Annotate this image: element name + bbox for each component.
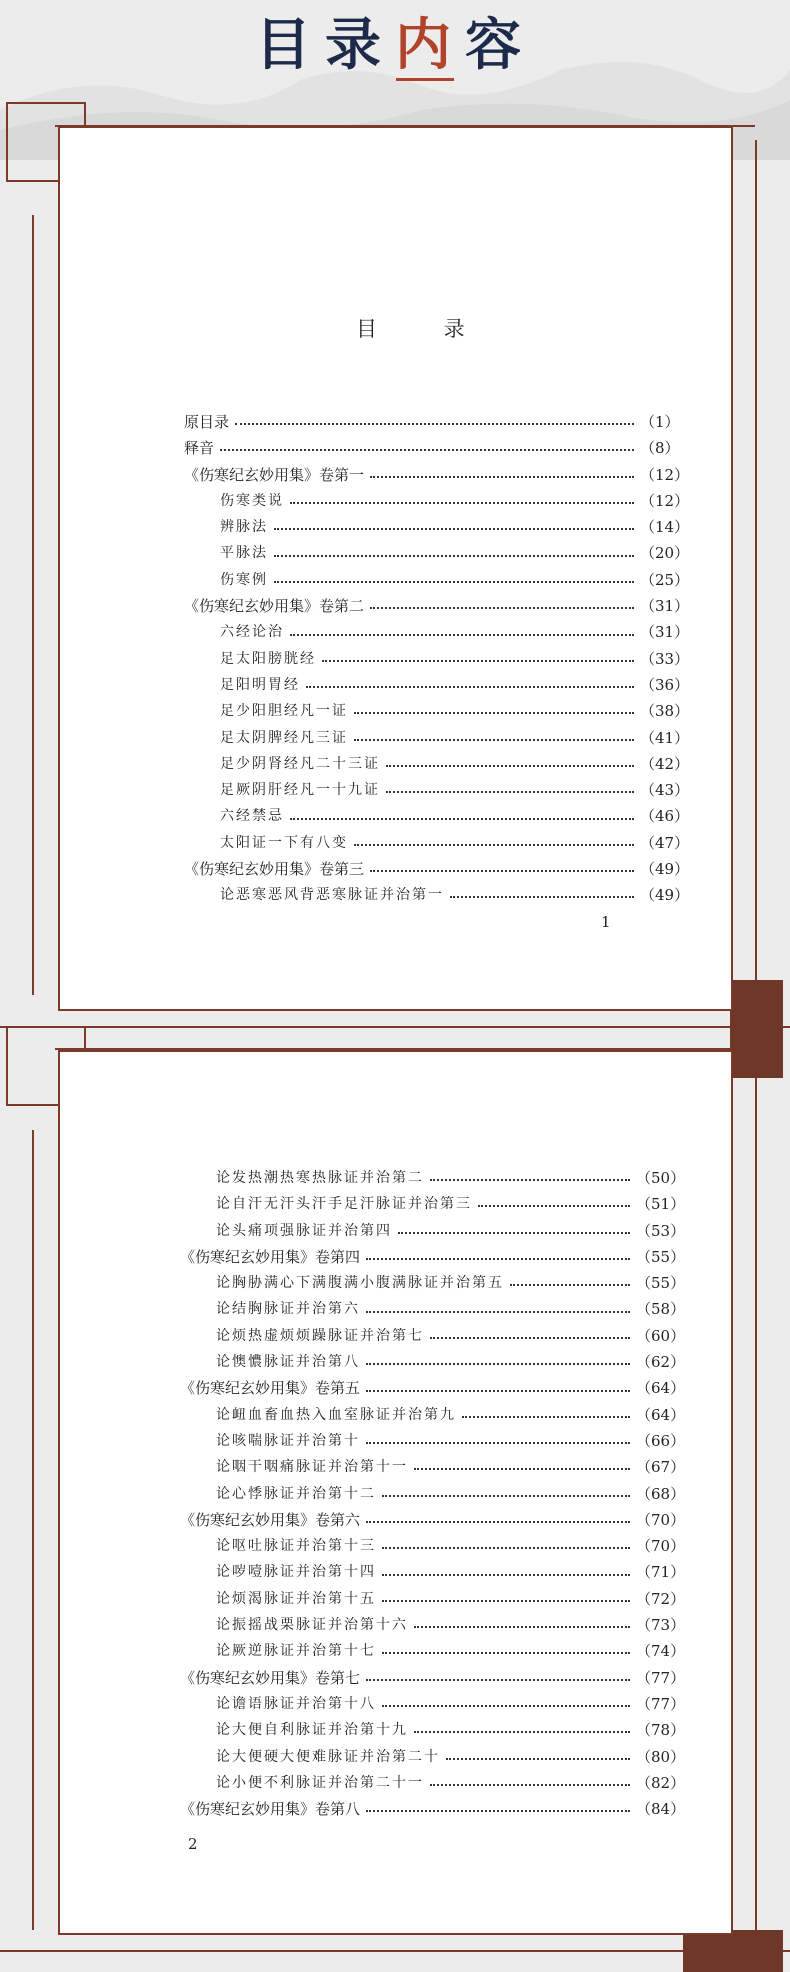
toc-entry-page: （14）: [640, 518, 690, 537]
toc-entry-label: 论大便硬大便难脉证并治第二十: [216, 1748, 440, 1765]
toc-entry-page: （73）: [636, 1616, 686, 1635]
leader-dots: [430, 1337, 630, 1339]
page-number: 1: [601, 913, 611, 931]
toc-entry-page: （42）: [640, 754, 690, 773]
header-char-4: 容: [465, 12, 535, 78]
leader-dots: [414, 1626, 630, 1628]
toc-entry-label: 论心悸脉证并治第十二: [216, 1485, 376, 1502]
toc-entry-page: （80）: [636, 1747, 686, 1766]
leader-dots: [220, 449, 634, 451]
toc-entry-page: （53）: [636, 1221, 686, 1240]
toc-entry-label: 论发热潮热寒热脉证并治第二: [216, 1170, 424, 1186]
toc-entry-page: （70）: [636, 1537, 686, 1556]
leader-dots: [366, 1442, 630, 1444]
toc-entry: [184, 698, 690, 724]
toc-entry: [180, 1770, 686, 1796]
toc-entry-page: （46）: [640, 807, 690, 826]
header-title: [0, 0, 790, 100]
toc-entry: [184, 514, 690, 540]
leader-dots: [398, 1232, 630, 1234]
toc-entry-page: （49）: [640, 886, 690, 905]
toc-entry-page: （49）: [640, 860, 690, 879]
toc-entry-page: （51）: [636, 1195, 686, 1214]
toc-entry-label: 辨脉法: [220, 519, 268, 536]
leader-dots: [430, 1179, 630, 1181]
leader-dots: [235, 423, 634, 425]
toc-entry: [184, 725, 690, 751]
header-char-3: 内: [395, 12, 465, 78]
toc-entry-page: （50）: [636, 1169, 686, 1187]
toc-entry-label: 足少阴肾经凡二十三证: [220, 755, 380, 772]
leader-dots: [366, 1521, 630, 1523]
toc-entry: [184, 567, 690, 593]
leader-dots: [386, 791, 634, 793]
toc-entry-label: 论头痛项强脉证并治第四: [216, 1222, 392, 1239]
toc-entry-page: （31）: [640, 597, 690, 616]
toc-entry: [184, 619, 690, 645]
toc-entry: [180, 1796, 686, 1822]
leader-dots: [430, 1784, 630, 1786]
toc-entry-page: （38）: [640, 702, 690, 721]
toc-entry-label: 足厥阴肝经凡一十九证: [220, 782, 380, 799]
toc-entry-label: 论烦热虚烦烦躁脉证并治第七: [216, 1327, 424, 1344]
toc-entry-page: （58）: [636, 1300, 686, 1319]
toc-entry-page: （67）: [636, 1458, 686, 1477]
leader-dots: [382, 1600, 630, 1602]
toc-entry: [184, 593, 690, 619]
toc-entry: [180, 1349, 686, 1375]
leader-dots: [370, 607, 634, 609]
toc-entry-page: （74）: [636, 1642, 686, 1661]
toc-entry-page: （64）: [636, 1379, 686, 1398]
toc-entry: [184, 462, 690, 488]
toc-entry: [180, 1218, 686, 1244]
toc-entry: [180, 1533, 686, 1559]
toc-entry-page: （33）: [640, 649, 690, 668]
page-number: 2: [188, 1835, 198, 1853]
toc-entry-label: 《伤寒纪玄妙用集》卷第六: [180, 1510, 361, 1529]
toc-entry-label: 论厥逆脉证并治第十七: [216, 1643, 376, 1660]
toc-entry-label: 原目录: [184, 413, 230, 431]
toc-entry-label: 《伤寒纪玄妙用集》卷第五: [180, 1379, 361, 1398]
toc-entry-label: 足阳明胃经: [220, 676, 300, 693]
toc-entry: [180, 1270, 686, 1296]
toc-entry-page: （82）: [636, 1773, 686, 1792]
toc-entry-page: （36）: [640, 675, 690, 694]
toc-page-1: [58, 126, 733, 1011]
leader-dots: [382, 1652, 630, 1654]
leader-dots: [366, 1311, 630, 1313]
toc-entry: [180, 1717, 686, 1743]
toc-entry-label: 论衄血畜血热入血室脉证并治第九: [216, 1406, 456, 1423]
toc-entry-label: 足少阳胆经凡一证: [220, 703, 348, 720]
toc-entry-page: （25）: [640, 570, 690, 589]
toc-entry-label: 六经禁忌: [220, 808, 284, 825]
toc-entry: [180, 1481, 686, 1507]
leader-dots: [290, 634, 634, 636]
toc-entry: [180, 1665, 686, 1691]
mid-horizontal-line: [0, 1026, 790, 1028]
toc-entry: [180, 1559, 686, 1585]
toc-entry-label: 《伤寒纪玄妙用集》卷第二: [184, 597, 365, 616]
leader-dots: [274, 581, 634, 583]
toc-entry: [180, 1612, 686, 1638]
toc-entry-page: （70）: [636, 1510, 686, 1529]
toc-entry: [180, 1507, 686, 1533]
toc-entry: [184, 540, 690, 566]
leader-dots: [274, 528, 634, 530]
leader-dots: [366, 1679, 630, 1681]
toc-entry-page: （12）: [640, 465, 690, 484]
leader-dots: [510, 1284, 630, 1286]
leader-dots: [382, 1705, 630, 1707]
toc-entry-page: （77）: [636, 1694, 686, 1713]
toc-entry: [184, 830, 690, 856]
toc-entry: [184, 751, 690, 777]
toc-list-page-1: [184, 409, 690, 909]
toc-entry-label: 足太阳膀胱经: [220, 650, 316, 667]
left-vertical-line-1: [32, 215, 34, 995]
leader-dots: [366, 1810, 630, 1812]
toc-page-2: [58, 1050, 733, 1935]
toc-entry-label: 论恶寒恶风背恶寒脉证并治第一: [220, 887, 444, 904]
toc-entry: [180, 1744, 686, 1770]
toc-entry-page: （60）: [636, 1326, 686, 1345]
leader-dots: [274, 555, 634, 557]
toc-entry-page: （43）: [640, 781, 690, 800]
leader-dots: [446, 1758, 630, 1760]
toc-entry: [184, 856, 690, 882]
left-vertical-line-2: [32, 1130, 34, 1930]
leader-dots: [366, 1390, 630, 1392]
bottom-horizontal-line: [0, 1950, 790, 1952]
toc-entry-label: 论呕吐脉证并治第十三: [216, 1538, 376, 1555]
toc-entry-label: 论哕噎脉证并治第十四: [216, 1564, 376, 1581]
toc-entry: [180, 1402, 686, 1428]
toc-entry-label: 论咽干咽痛脉证并治第十一: [216, 1459, 408, 1476]
leader-dots: [370, 476, 634, 478]
toc-heading: 目 录: [356, 317, 495, 341]
toc-entry-page: （68）: [636, 1484, 686, 1503]
toc-entry: [180, 1375, 686, 1401]
toc-entry: [184, 882, 690, 908]
toc-entry-page: （62）: [636, 1353, 686, 1372]
toc-entry-label: 论谵语脉证并治第十八: [216, 1695, 376, 1712]
toc-entry-label: 论烦渴脉证并治第十五: [216, 1590, 376, 1607]
leader-dots: [382, 1547, 630, 1549]
toc-entry-label: 论振摇战栗脉证并治第十六: [216, 1617, 408, 1634]
leader-dots: [382, 1574, 630, 1576]
toc-entry: [180, 1244, 686, 1270]
toc-entry: [180, 1323, 686, 1349]
right-vertical-line-1: [755, 140, 757, 1000]
toc-entry-page: （64）: [636, 1405, 686, 1424]
leader-dots: [366, 1258, 630, 1260]
leader-dots: [370, 870, 634, 872]
toc-entry-page: （55）: [636, 1247, 686, 1266]
toc-entry-page: （20）: [640, 544, 690, 563]
toc-entry: [184, 672, 690, 698]
leader-dots: [414, 1468, 630, 1470]
toc-entry-page: （84）: [636, 1800, 686, 1819]
leader-dots: [386, 765, 634, 767]
brown-block-3: [683, 1930, 783, 1972]
leader-dots: [290, 502, 634, 504]
leader-dots: [414, 1731, 630, 1733]
toc-entry: [184, 435, 678, 461]
header-char-1: 目: [255, 12, 325, 78]
leader-dots: [290, 818, 634, 820]
toc-entry-page: （1）: [640, 413, 680, 431]
toc-entry-page: （71）: [636, 1563, 686, 1582]
toc-entry-page: （72）: [636, 1589, 686, 1608]
toc-entry-label: 释音: [184, 439, 215, 458]
header-underline: [396, 78, 454, 81]
toc-entry-label: 《伤寒纪玄妙用集》卷第一: [184, 465, 365, 484]
toc-entry: [180, 1191, 686, 1217]
toc-entry-label: 平脉法: [220, 545, 268, 562]
toc-entry: [184, 646, 690, 672]
toc-entry-label: 《伤寒纪玄妙用集》卷第三: [184, 860, 365, 879]
toc-entry-label: 论自汗无汗头汗手足汗脉证并治第三: [216, 1196, 472, 1213]
toc-entry: [180, 1638, 686, 1664]
toc-entry: [180, 1586, 686, 1612]
toc-entry-page: （77）: [636, 1668, 686, 1687]
toc-entry: [184, 409, 678, 435]
leader-dots: [450, 896, 634, 898]
toc-entry: [180, 1296, 686, 1322]
leader-dots: [306, 686, 634, 688]
toc-entry-label: 足太阴脾经凡三证: [220, 729, 348, 746]
toc-entry: [180, 1454, 686, 1480]
toc-entry: [184, 803, 690, 829]
leader-dots: [382, 1495, 630, 1497]
toc-entry: [180, 1428, 686, 1454]
leader-dots: [366, 1363, 630, 1365]
toc-entry-page: （78）: [636, 1721, 686, 1740]
toc-entry-label: 论结胸脉证并治第六: [216, 1301, 360, 1318]
right-vertical-line-2: [755, 1065, 757, 1945]
toc-entry: [180, 1691, 686, 1717]
toc-entry-label: 论懊憹脉证并治第八: [216, 1354, 360, 1371]
toc-entry-label: 论咳喘脉证并治第十: [216, 1432, 360, 1449]
toc-entry-label: 论大便自利脉证并治第十九: [216, 1722, 408, 1739]
leader-dots: [354, 844, 634, 846]
toc-entry: [184, 777, 690, 803]
toc-entry-label: 伤寒例: [220, 571, 268, 588]
toc-entry-page: （55）: [636, 1274, 686, 1293]
toc-list-page-2: [180, 1165, 686, 1822]
leader-dots: [354, 712, 634, 714]
toc-entry-label: 《伤寒纪玄妙用集》卷第八: [180, 1800, 361, 1819]
toc-entry-page: （12）: [640, 491, 690, 510]
toc-entry-label: 《伤寒纪玄妙用集》卷第七: [180, 1668, 361, 1687]
toc-entry-page: （47）: [640, 833, 690, 852]
toc-entry-page: （31）: [640, 623, 690, 642]
leader-dots: [478, 1205, 630, 1207]
toc-entry-page: （66）: [636, 1431, 686, 1450]
header-char-2: 录: [325, 12, 395, 78]
toc-entry-label: 伤寒类说: [220, 492, 284, 509]
toc-entry-label: 《伤寒纪玄妙用集》卷第四: [180, 1247, 361, 1266]
leader-dots: [462, 1416, 630, 1418]
brown-block-2: [730, 980, 783, 1078]
leader-dots: [322, 660, 634, 662]
toc-entry-page: （8）: [640, 439, 680, 458]
toc-entry-page: （41）: [640, 728, 690, 747]
toc-entry: [180, 1165, 686, 1191]
toc-entry: [184, 488, 690, 514]
toc-entry-label: 论胸胁满心下满腹满小腹满脉证并治第五: [216, 1275, 504, 1292]
toc-entry-label: 太阳证一下有八变: [220, 834, 348, 851]
toc-entry-label: 论小便不利脉证并治第二十一: [216, 1774, 424, 1791]
toc-entry-label: 六经论治: [220, 624, 284, 641]
leader-dots: [354, 739, 634, 741]
